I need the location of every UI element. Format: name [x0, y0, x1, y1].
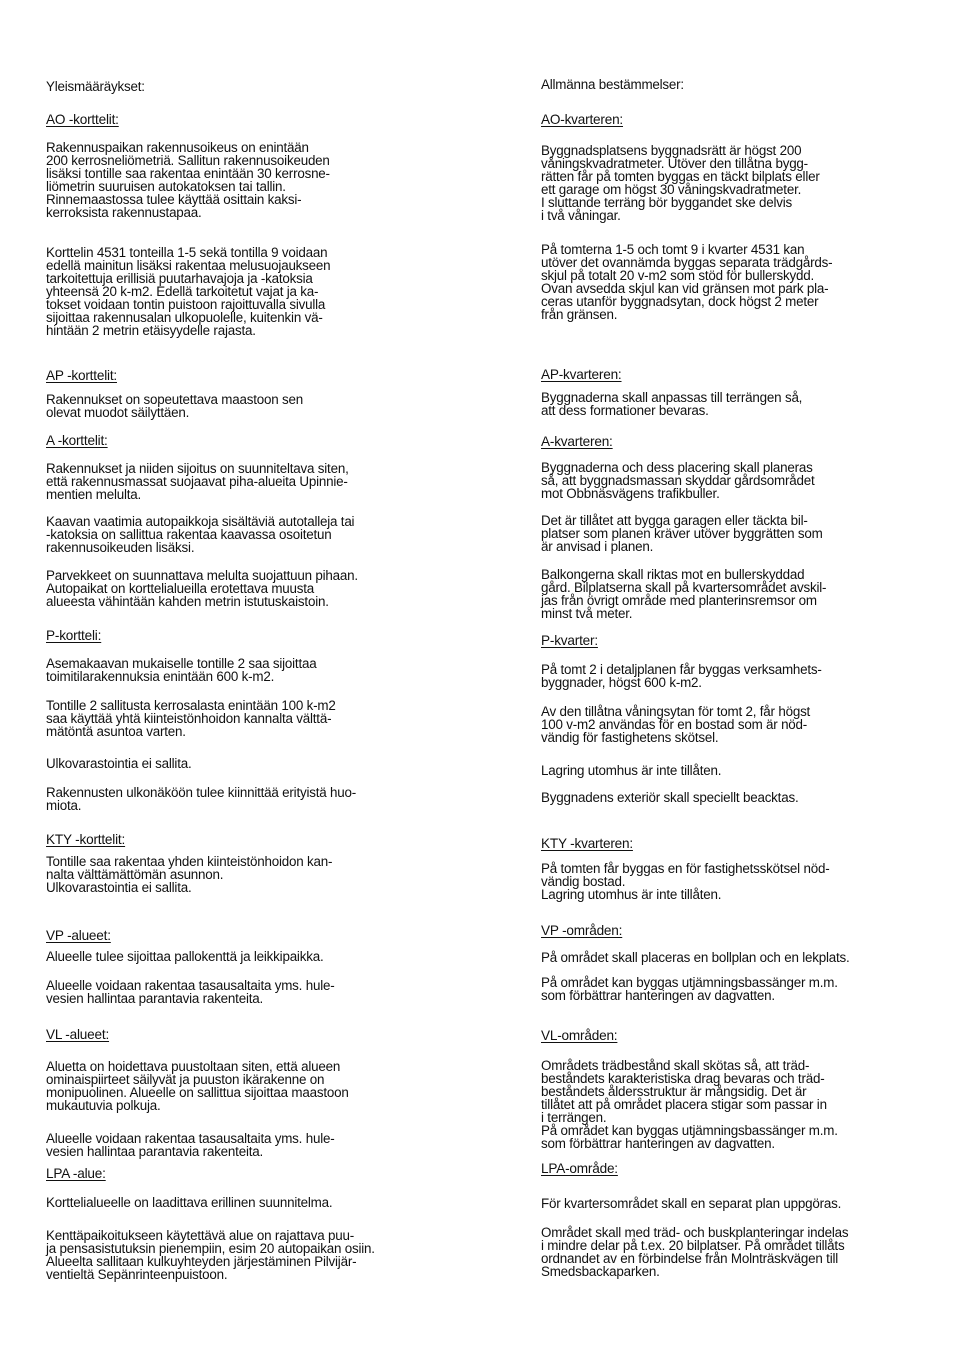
fi-vp-paragraph-2: Alueelle voidaan rakentaa tasausaltaita yms. hule- vesien hallintaa parantavia rakenteita. — [46, 978, 335, 1006]
fi-lpa-paragraph-1: Korttelialueelle on laadittava erillinen suunnitelma. — [46, 1195, 333, 1210]
fi-a-heading: A -korttelit: — [46, 433, 108, 448]
sv-title: Allmänna bestämmelser: — [541, 77, 684, 92]
sv-vp-heading: VP -områden: — [541, 923, 623, 938]
sv-vl-heading: VL-områden: — [541, 1028, 618, 1043]
sv-lpa-paragraph-2: Området skall med träd- och buskplanteringar indelas i mindre delar på t.ex. 20 bilplatser. På området tillåts ordnandet av en förbindelse från Molnträskvägen till Smedsbackaparken. — [541, 1225, 849, 1279]
fi-ap-heading: AP -korttelit: — [46, 368, 117, 383]
sv-vl-paragraph-1: Områdets trädbestånd skall skötas så, att träd- beståndets karakteristiska drag bevaras och träd- beståndets åldersstruktur är mångsidig. Det är tillåtet att på området placera stigar som passar in i terrängen. På området kan byggas utjämningsbassänger m.m. som förbättrar hanteringen av dagvatten. — [541, 1058, 838, 1151]
fi-p-paragraph-3: Ulkovarastointia ei sallita. — [46, 756, 192, 771]
sv-a-paragraph-1: Byggnaderna och dess placering skall planeras så, att byggnadsmassan skyddar gårdsområdet mot Obbnäsvägens trafikbuller. — [541, 460, 815, 501]
sv-vp-paragraph-2: På området kan byggas utjämningsbassänger m.m. som förbättrar hanteringen av dagvatten. — [541, 975, 838, 1003]
fi-lpa-heading: LPA -alue: — [46, 1166, 106, 1181]
fi-p-paragraph-1: Asemakaavan mukaiselle tontille 2 saa sijoittaa toimitilarakennuksia enintään 600 k-m2. — [46, 656, 317, 684]
sv-p-heading: P-kvarter: — [541, 633, 598, 648]
fi-ao-paragraph-1: Rakennuspaikan rakennusoikeus on enintään 200 kerrosneliömetriä. Sallitun rakennusoikeuden lisäksi tontille saa rakentaa enintään 30 kerrosne- liömetrin suuruisen autokatoksen tai tallin. Rinnemaastossa tulee käyttää osittain kaksi- kerroksista rakennustapaa. — [46, 140, 330, 220]
fi-vl-heading: VL -alueet: — [46, 1027, 110, 1042]
fi-kty-heading: KTY -korttelit: — [46, 832, 126, 847]
fi-p-heading: P-kortteli: — [46, 628, 102, 643]
fi-p-paragraph-2: Tontille 2 sallitusta kerrosalasta enintään 100 k-m2 saa käyttää yhtä kiinteistönhoidon kannalta välttä- mätöntä asuntoa varten. — [46, 698, 336, 739]
fi-ao-paragraph-2: Korttelin 4531 tonteilla 1-5 sekä tontilla 9 voidaan edellä mainitun lisäksi rakentaa melusuojaukseen tarkoitettuja erillisiä puutarhavajoja ja -katoksia yhteensä 20 k-m2. Edellä tarkoitetut vajat ja ka- tokset voidaan tontin puistoon rajoittuvalla sivulla sijoittaa rakennusalan ulkopuolelle, kuitenkin vä- hintään 2 metrin etäisyydelle rajasta. — [46, 245, 331, 338]
fi-vp-heading: VP -alueet: — [46, 928, 111, 943]
sv-ao-paragraph-1: Byggnadsplatsens byggnadsrätt är högst 200 våningskvadratmeter. Utöver den tillåtna bygg- rätten får på tomten byggas en täckt bilplats eller ett garage om högst 30 våningskvadratmeter. I sluttande terräng bör byggandet ske delvis i två våningar. — [541, 143, 820, 223]
fi-a-paragraph-1: Rakennukset ja niiden sijoitus on suunniteltava siten, että rakennusmassat suojaavat piha-alueita Upinnie- mentien melulta. — [46, 461, 349, 502]
fi-vl-paragraph-1: Aluetta on hoidettava puustoltaan siten, että alueen ominaispiirteet säilyvät ja puuston ikärakenne on monipuolinen. Alueelle on sallittua sijoittaa maastoon mukautuvia polkuja. — [46, 1059, 349, 1113]
fi-vp-paragraph-1: Alueelle tulee sijoittaa pallokenttä ja leikkipaikka. — [46, 949, 324, 964]
fi-title: Yleismääräykset: — [46, 79, 145, 94]
fi-p-paragraph-4: Rakennusten ulkonäköön tulee kiinnittää erityistä huo- miota. — [46, 785, 357, 813]
sv-a-paragraph-3: Balkongerna skall riktas mot en bullerskyddad gård. Bilplatserna skall på kvartersområdet avskil- jas från övrigt område med planterinsremsor om minst två meter. — [541, 567, 827, 621]
fi-ao-heading: AO -korttelit: — [46, 112, 119, 127]
sv-kty-heading: KTY -kvarteren: — [541, 836, 633, 851]
sv-ao-paragraph-2: På tomterna 1-5 och tomt 9 i kvarter 4531 kan utöver det ovannämda byggas separata trädgårds- skjul på totalt 20 v-m2 som stöd för bullerskydd. Ovan avsedda skjul kan vid gränsen mot park pla- ceras utanför byggnadsytan, dock högst 2 meter från gränsen. — [541, 242, 833, 322]
sv-ap-heading: AP-kvarteren: — [541, 367, 622, 382]
fi-ap-paragraph-1: Rakennukset on sopeutettava maastoon sen olevat muodot säilyttäen. — [46, 392, 304, 420]
fi-lpa-paragraph-2: Kenttäpaikoitukseen käytettävä alue on rajattava puu- ja pensasistutuksin pienempiin, esim 20 autopaikan osiin. Alueelta sallitaan kulkuyhteyden järjestäminen Pilvijär- ventieltä Sepänrinteenpuistoon. — [46, 1228, 375, 1282]
fi-kty-paragraph-1: Tontille saa rakentaa yhden kiinteistönhoidon kan- nalta välttämättömän asunnon. Ulkovarastointia ei sallita. — [46, 854, 333, 895]
sv-p-paragraph-3: Lagring utomhus är inte tillåten. — [541, 763, 722, 778]
sv-a-heading: A-kvarteren: — [541, 434, 613, 449]
sv-kty-paragraph-1: På tomten får byggas en för fastighetsskötsel nöd- vändig bostad. Lagring utomhus är inte tillåten. — [541, 861, 830, 902]
fi-vl-paragraph-2: Alueelle voidaan rakentaa tasausaltaita yms. hule- vesien hallintaa parantavia rakenteita. — [46, 1131, 335, 1159]
sv-ao-heading: AO-kvarteren: — [541, 112, 624, 127]
sv-p-paragraph-2: Av den tillåtna våningsytan för tomt 2, får högst 100 v-m2 användas för en bostad som är nöd- vändig för fastighetens skötsel. — [541, 704, 811, 745]
sv-vp-paragraph-1: På området skall placeras en bollplan och en lekplats. — [541, 950, 850, 965]
sv-p-paragraph-1: På tomt 2 i detaljplanen får byggas verksamhets- byggnader, högst 600 k-m2. — [541, 662, 822, 690]
sv-p-paragraph-4: Byggnadens exteriör skall speciellt beacktas. — [541, 790, 799, 805]
fi-a-paragraph-3: Parvekkeet on suunnattava melulta suojattuun pihaan. Autopaikat on korttelialueilla erotettava muusta alueesta vähintään kahden metrin istutuskaistoin. — [46, 568, 358, 609]
sv-lpa-paragraph-1: För kvartersområdet skall en separat plan uppgöras. — [541, 1196, 842, 1211]
fi-a-paragraph-2: Kaavan vaatimia autopaikkoja sisältäviä autotalleja tai -katoksia on sallittua rakentaa kaavassa osoitetun rakennusoikeuden lisäksi. — [46, 514, 355, 555]
sv-ap-paragraph-1: Byggnaderna skall anpassas till terrängen så, att dess formationer bevaras. — [541, 390, 803, 418]
sv-lpa-heading: LPA-område: — [541, 1161, 618, 1176]
sv-a-paragraph-2: Det är tillåtet att bygga garagen eller täckta bil- platser som planen kräver utöver byggrätten som är anvisad i planen. — [541, 513, 823, 554]
